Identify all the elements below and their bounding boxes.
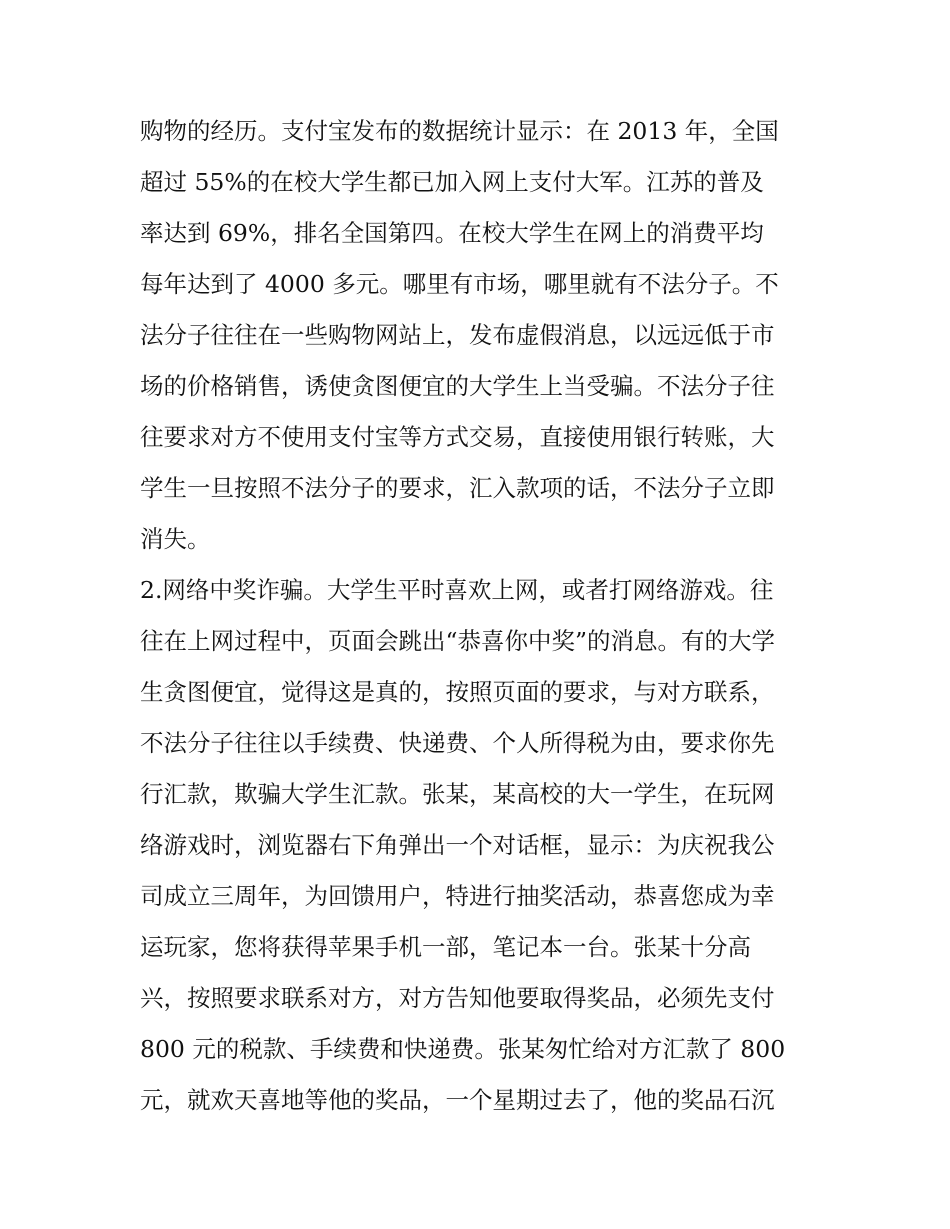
text-line: 场的价格销售，诱使贪图便宜的大学生上当受骗。不法分子往 bbox=[140, 372, 775, 400]
text-line: 学生一旦按照不法分子的要求，汇入款项的话，不法分子立即 bbox=[140, 474, 775, 502]
text-line: 2.网络中奖诈骗。大学生平时喜欢上网，或者打网络游戏。往 bbox=[140, 576, 774, 604]
text-line: 法分子往往在一些购物网站上，发布虚假消息，以远远低于市 bbox=[140, 321, 775, 349]
text-line: 不法分子往往以手续费、快递费、个人所得税为由，要求你先 bbox=[140, 729, 775, 757]
body-text bbox=[140, 106, 820, 1126]
text-line: 兴，按照要求联系对方，对方告知他要取得奖品，必须先支付 bbox=[140, 984, 775, 1012]
text-line: 往要求对方不使用支付宝等方式交易，直接使用银行转账，大 bbox=[140, 423, 775, 451]
text-line: 元，就欢天喜地等他的奖品，一个星期过去了，他的奖品石沉 bbox=[140, 1086, 775, 1114]
text-line: 消失。 bbox=[140, 525, 211, 553]
text-line: 运玩家，您将获得苹果手机一部，笔记本一台。张某十分高 bbox=[140, 933, 751, 961]
text-line: 络游戏时，浏览器右下角弹出一个对话框，显示：为庆祝我公 bbox=[140, 831, 775, 859]
text-line: 率达到 69%，排名全国第四。在校大学生在网上的消费平均 bbox=[140, 219, 764, 247]
text-line: 购物的经历。支付宝发布的数据统计显示：在 2013 年，全国 bbox=[140, 117, 779, 145]
text-line: 生贪图便宜，觉得这是真的，按照页面的要求，与对方联系， bbox=[140, 678, 775, 706]
text-line: 司成立三周年，为回馈用户，特进行抽奖活动，恭喜您成为幸 bbox=[140, 882, 775, 910]
text-line: 行汇款，欺骗大学生汇款。张某，某高校的大一学生，在玩网 bbox=[140, 780, 775, 808]
text-line: 往在上网过程中，页面会跳出“恭喜你中奖”的消息。有的大学 bbox=[140, 627, 776, 655]
text-line: 超过 55%的在校大学生都已加入网上支付大军。江苏的普及 bbox=[140, 168, 764, 196]
text-line: 800 元的税款、手续费和快递费。张某匆忙给对方汇款了 800 bbox=[140, 1035, 786, 1063]
text-line: 每年达到了 4000 多元。哪里有市场，哪里就有不法分子。不 bbox=[140, 270, 779, 298]
